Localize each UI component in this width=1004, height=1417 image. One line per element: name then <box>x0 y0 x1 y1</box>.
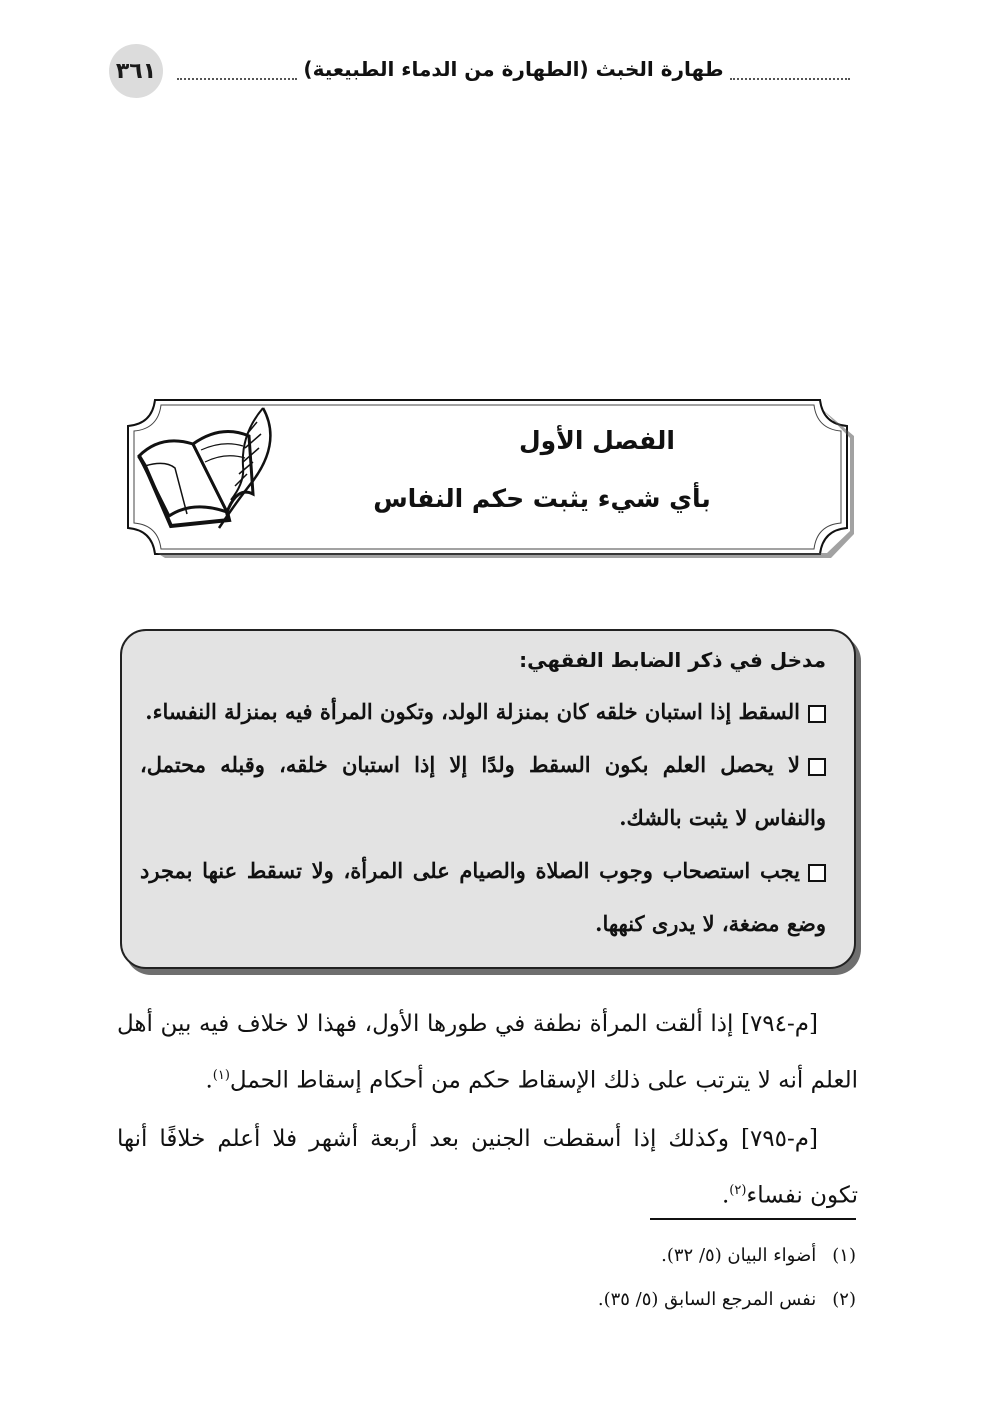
paragraph-795: [م-٧٩٥] وكذلك إذا أسقطت الجنين بعد أربعة أشهر فلا أعلم خلافًا أنها تكون نفساء$^{(٢)}$. <box>117 1125 858 1209</box>
footnote-separator <box>650 1218 856 1220</box>
footnote-ref-1[interactable]: (١) <box>212 1068 230 1083</box>
running-header <box>105 44 850 100</box>
chapter-heading-frame <box>117 396 858 558</box>
rule-box-heading: مدخل في ذكر الضابط الفقهي: <box>519 648 826 672</box>
leader-dots-right <box>730 68 850 80</box>
footnote <box>400 1278 856 1322</box>
page-number: ٣٦١ <box>109 44 163 98</box>
running-title: طهارة الخبث (الطهارة من الدماء الطبيعية) <box>303 57 724 81</box>
rule-item: السقط إذا استبان خلقه كان بمنزلة الولد، وتكون المرأة فيه بمنزلة النفساء. <box>140 685 826 738</box>
footnotes <box>400 1234 856 1322</box>
rule-item: يجب استصحاب وجوب الصلاة والصيام على المرأة، ولا تسقط عنها بمجرد وضع مضغة، لا يدرى كنهها. <box>140 858 826 936</box>
checkbox-bullet-icon <box>808 758 826 776</box>
footnote-number: (١) <box>832 1245 856 1266</box>
body-text <box>117 998 858 1227</box>
footnote-text: نفس المرجع السابق (٥/ ٣٥). <box>597 1289 817 1310</box>
checkbox-bullet-icon <box>808 705 826 723</box>
footnote <box>400 1234 856 1278</box>
running-title-line <box>177 57 850 81</box>
footnote-text: أضواء البيان (٥/ ٣٢). <box>661 1245 817 1266</box>
footnote-ref-2[interactable]: (٢) <box>729 1182 747 1198</box>
rule-item: لا يحصل العلم بكون السقط ولدًا إلا إذا استبان خلقه، وقبله محتمل، والنفاس لا يثبت بالشك. <box>140 752 826 830</box>
footnote-number: (٢) <box>832 1289 856 1310</box>
checkbox-bullet-icon <box>808 864 826 882</box>
paragraph-794: [م-٧٩٤] إذا ألقت المرأة نطفة في طورها الأول، فهذا لا خلاف فيه بين أهل العلم أنه لا يترتب على ذلك الإسقاط حكم من أحكام إسقاط الحمل$^{(١)}$. <box>117 1011 858 1094</box>
book-and-quill-icon <box>131 404 281 534</box>
chapter-subtitle: بأي شيء يثبت حكم النفاس <box>373 484 711 513</box>
chapter-title: الفصل الأول <box>518 426 676 455</box>
leader-dots-left <box>177 68 297 80</box>
jurisprudential-rule-box <box>120 629 856 969</box>
